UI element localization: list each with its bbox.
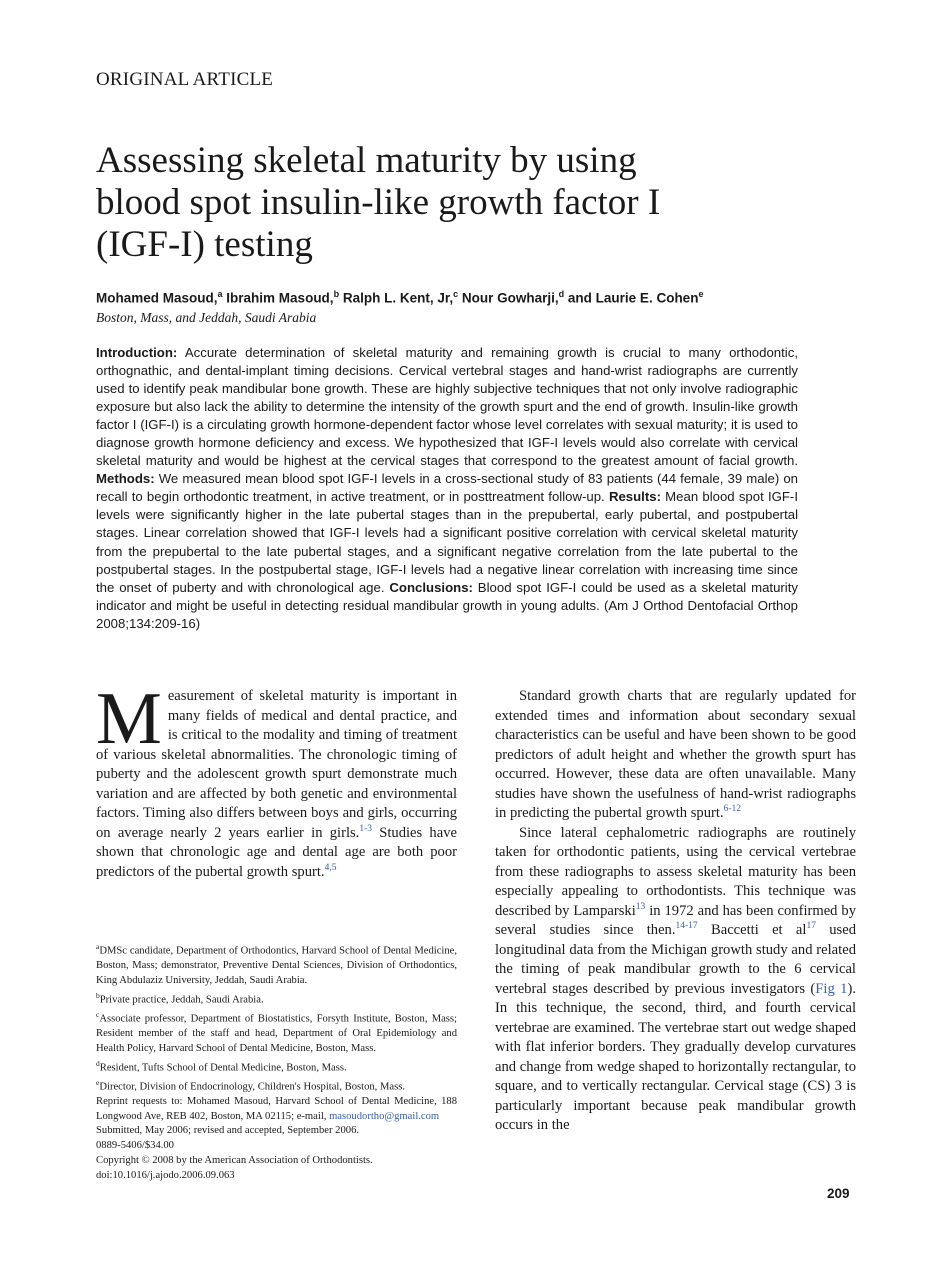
section-label: ORIGINAL ARTICLE	[96, 69, 274, 90]
body-text: Baccetti et al	[697, 922, 807, 938]
author-mark: e	[698, 289, 704, 299]
footnote: $^b$Private practice, Jeddah, Saudi Arabia.	[96, 990, 264, 1006]
reprint-request: Reprint requests to: Mohamed Masoud, Harvard School of Dental Medicine, 188 Longwood Ave, REB 402, Boston, MA 02115; e-mail, masoudortho@gmail.com	[96, 1095, 457, 1122]
abstract-results-label: Results:	[608, 489, 661, 505]
author-name: Ralph L. Kent, Jr,	[342, 290, 454, 306]
abstract-methods: We measured mean blood spot IGF-I levels in a cross-sectional study of 83 patients (44 female, 39 male) on recall to begin orthodontic treatment, in active treatment, or in posttreatment follow-up.	[96, 471, 798, 505]
author-mark: b	[333, 289, 340, 299]
abstract-citation: (Am J Orthod Dentofacial Orthop 2008;134:209-16)	[96, 597, 799, 631]
submission-dates: Submitted, May 2006; revised and accepted, September 2006.	[96, 1125, 360, 1137]
body-paragraph	[96, 678, 457, 882]
author-list	[96, 289, 703, 306]
reference-link[interactable]: 14-17	[675, 921, 698, 932]
abstract-results: Mean blood spot IGF-I levels were significantly higher in the late pubertal stages than in the prepubertal, early pubertal, and postpubertal stages. Linear correlation showed that IGF-I levels had a significant positive correlation with cervical skeletal maturity from the prepubertal to the late pubertal stages, and a significant negative correlation from the late pubertal to the postpubertal stages. In the postpubertal stage, IGF-I levels had a negative linear correlation with increasing time since the onset of puberty and with chronological age.	[96, 489, 798, 595]
issn: 0889-5406/$34.00	[96, 1140, 174, 1152]
author-mark: a	[217, 289, 223, 299]
body-text: used longitudinal data from the Michigan growth study and related the timing of peak mandibular growth to the 6 cervical vertebral stages described by previous investigators (	[495, 922, 856, 997]
footnote: $^e$Director, Division of Endocrinology, Children's Hospital, Boston, Mass.	[96, 1077, 405, 1093]
footnotes	[96, 940, 457, 1183]
footnote: $^c$Associate professor, Department of Biostatistics, Forsyth Institute, Boston, Mass; Resident member of the staff and head, Department of Oral Epidemiology and Health Policy, Harvard School of Dental Medicine, Boston, Mass.	[96, 1009, 457, 1054]
affiliation-locations: Boston, Mass, and Jeddah, Saudi Arabia	[96, 310, 317, 325]
abstract-introduction-label: Introduction:	[96, 345, 178, 360]
body-column-right	[495, 687, 856, 1136]
abstract	[96, 344, 798, 633]
body-text: Studies have shown that chronologic age and dental age are both poor predictors of the pubertal growth spurt.	[96, 824, 457, 880]
abstract-conclusions: Blood spot IGF-I could be used as a skeletal maturity indicator and might be useful in detecting residual mandibular growth in young adults.	[96, 579, 798, 613]
doi: doi:10.1016/j.ajodo.2006.09.063	[96, 1169, 235, 1181]
body-text: Standard growth charts that are regularly updated for extended times and information about secondary sexual characteristics can be useful and have been shown to be good predictors of adult height and whether the growth spurt has occurred. However, these data are often unavailable. Many studies have shown the usefulness of hand-wrist radiographs in predicting the pubertal growth spurt.	[495, 688, 856, 821]
author-mark: c	[453, 289, 459, 299]
footnote: $^a$DMSc candidate, Department of Orthodontics, Harvard School of Dental Medicine, Boston, Mass; demonstrator, Preventive Dental Sciences, Division of Orthodontics, King Abdulaziz University, Jeddah, Saudi Arabia.	[96, 942, 457, 986]
body-paragraph	[495, 687, 856, 824]
body-text: easurement of skeletal maturity is important in many fields of medical and dental practice, and is critical to the modality and timing of treatment of various skeletal abnormalities. The chronologic timing of puberty and the adolescent growth spurt demonstrate much variation and are affected by both genetic and environmental factors. Timing also differs between boys and girls, occurring on average nearly 2 years earlier in girls.	[96, 688, 457, 841]
body-paragraph	[495, 824, 856, 1136]
reference-link[interactable]: 4,5	[324, 862, 337, 873]
body-text: in 1972 and has been confirmed by several studies since then.	[495, 902, 857, 938]
author-name: Mohamed Masoud,	[96, 290, 218, 306]
author-name: Ibrahim Masoud,	[226, 290, 334, 306]
drop-cap: M	[96, 678, 162, 760]
copyright: Copyright © 2008 by the American Association of Orthodontists.	[96, 1154, 373, 1166]
reference-link[interactable]: 1-3	[359, 823, 372, 834]
reference-link[interactable]: 13	[635, 901, 646, 912]
author-mark: d	[558, 289, 565, 299]
author-name: and Laurie E. Cohen	[567, 290, 699, 306]
body-column-left	[96, 678, 457, 882]
abstract-methods-label: Methods:	[96, 471, 155, 487]
reference-link[interactable]: 17	[806, 921, 816, 932]
abstract-conclusions-label: Conclusions:	[389, 579, 473, 595]
reference-link[interactable]: 6-12	[723, 804, 742, 815]
email-link[interactable]: masoudortho@gmail.com	[329, 1110, 440, 1122]
body-text: Since lateral cephalometric radiographs are routinely taken for orthodontic patients, using the cervical vertebrae from these radiographs to assess skeletal maturity has been especially appealing to orthodontists. This technique was described by Lamparski	[495, 824, 856, 919]
figure-link[interactable]: Fig 1	[815, 980, 848, 997]
author-name: Nour Gowharji,	[461, 290, 559, 306]
footnote: $^d$Resident, Tufts School of Dental Medicine, Boston, Mass.	[96, 1058, 347, 1074]
body-text: ). In this technique, the second, third, and fourth cervical vertebrae are examined. The vertebrae start out wedge shaped with flat inferior borders. They gradually develop curvatures and change from wedge shaped to horizontally rectangular, to square, and to vertically rectangular. Cervical stage (CS) 3 is particularly important because peak mandibular growth occurs in the	[495, 980, 856, 1133]
page-number: 209	[827, 1186, 850, 1201]
abstract-introduction: Accurate determination of skeletal maturity and remaining growth is crucial to many orthodontic, orthognathic, and dental-implant timing decisions. Cervical vertebral stages and hand-wrist radiographs are currently used to identify peak mandibular bone growth. These are highly subjective techniques that not only involve radiographic exposure but also lack the ability to determine the intensity of the growth spurt and the end of growth. Insulin-like growth factor I (IGF-I) is a circulating growth hormone-dependent factor whose level correlates with sexual maturity; it is used to diagnose growth hormone deficiency and excess. We hypothesized that IGF-I levels would also correlate with cervical skeletal maturity and would be highest at the cervical stages that correspond to the greatest amount of facial growth.	[96, 345, 798, 469]
article-title: Assessing skeletal maturity by using blood spot insulin-like growth factor I (IGF-I) testing	[96, 140, 661, 265]
